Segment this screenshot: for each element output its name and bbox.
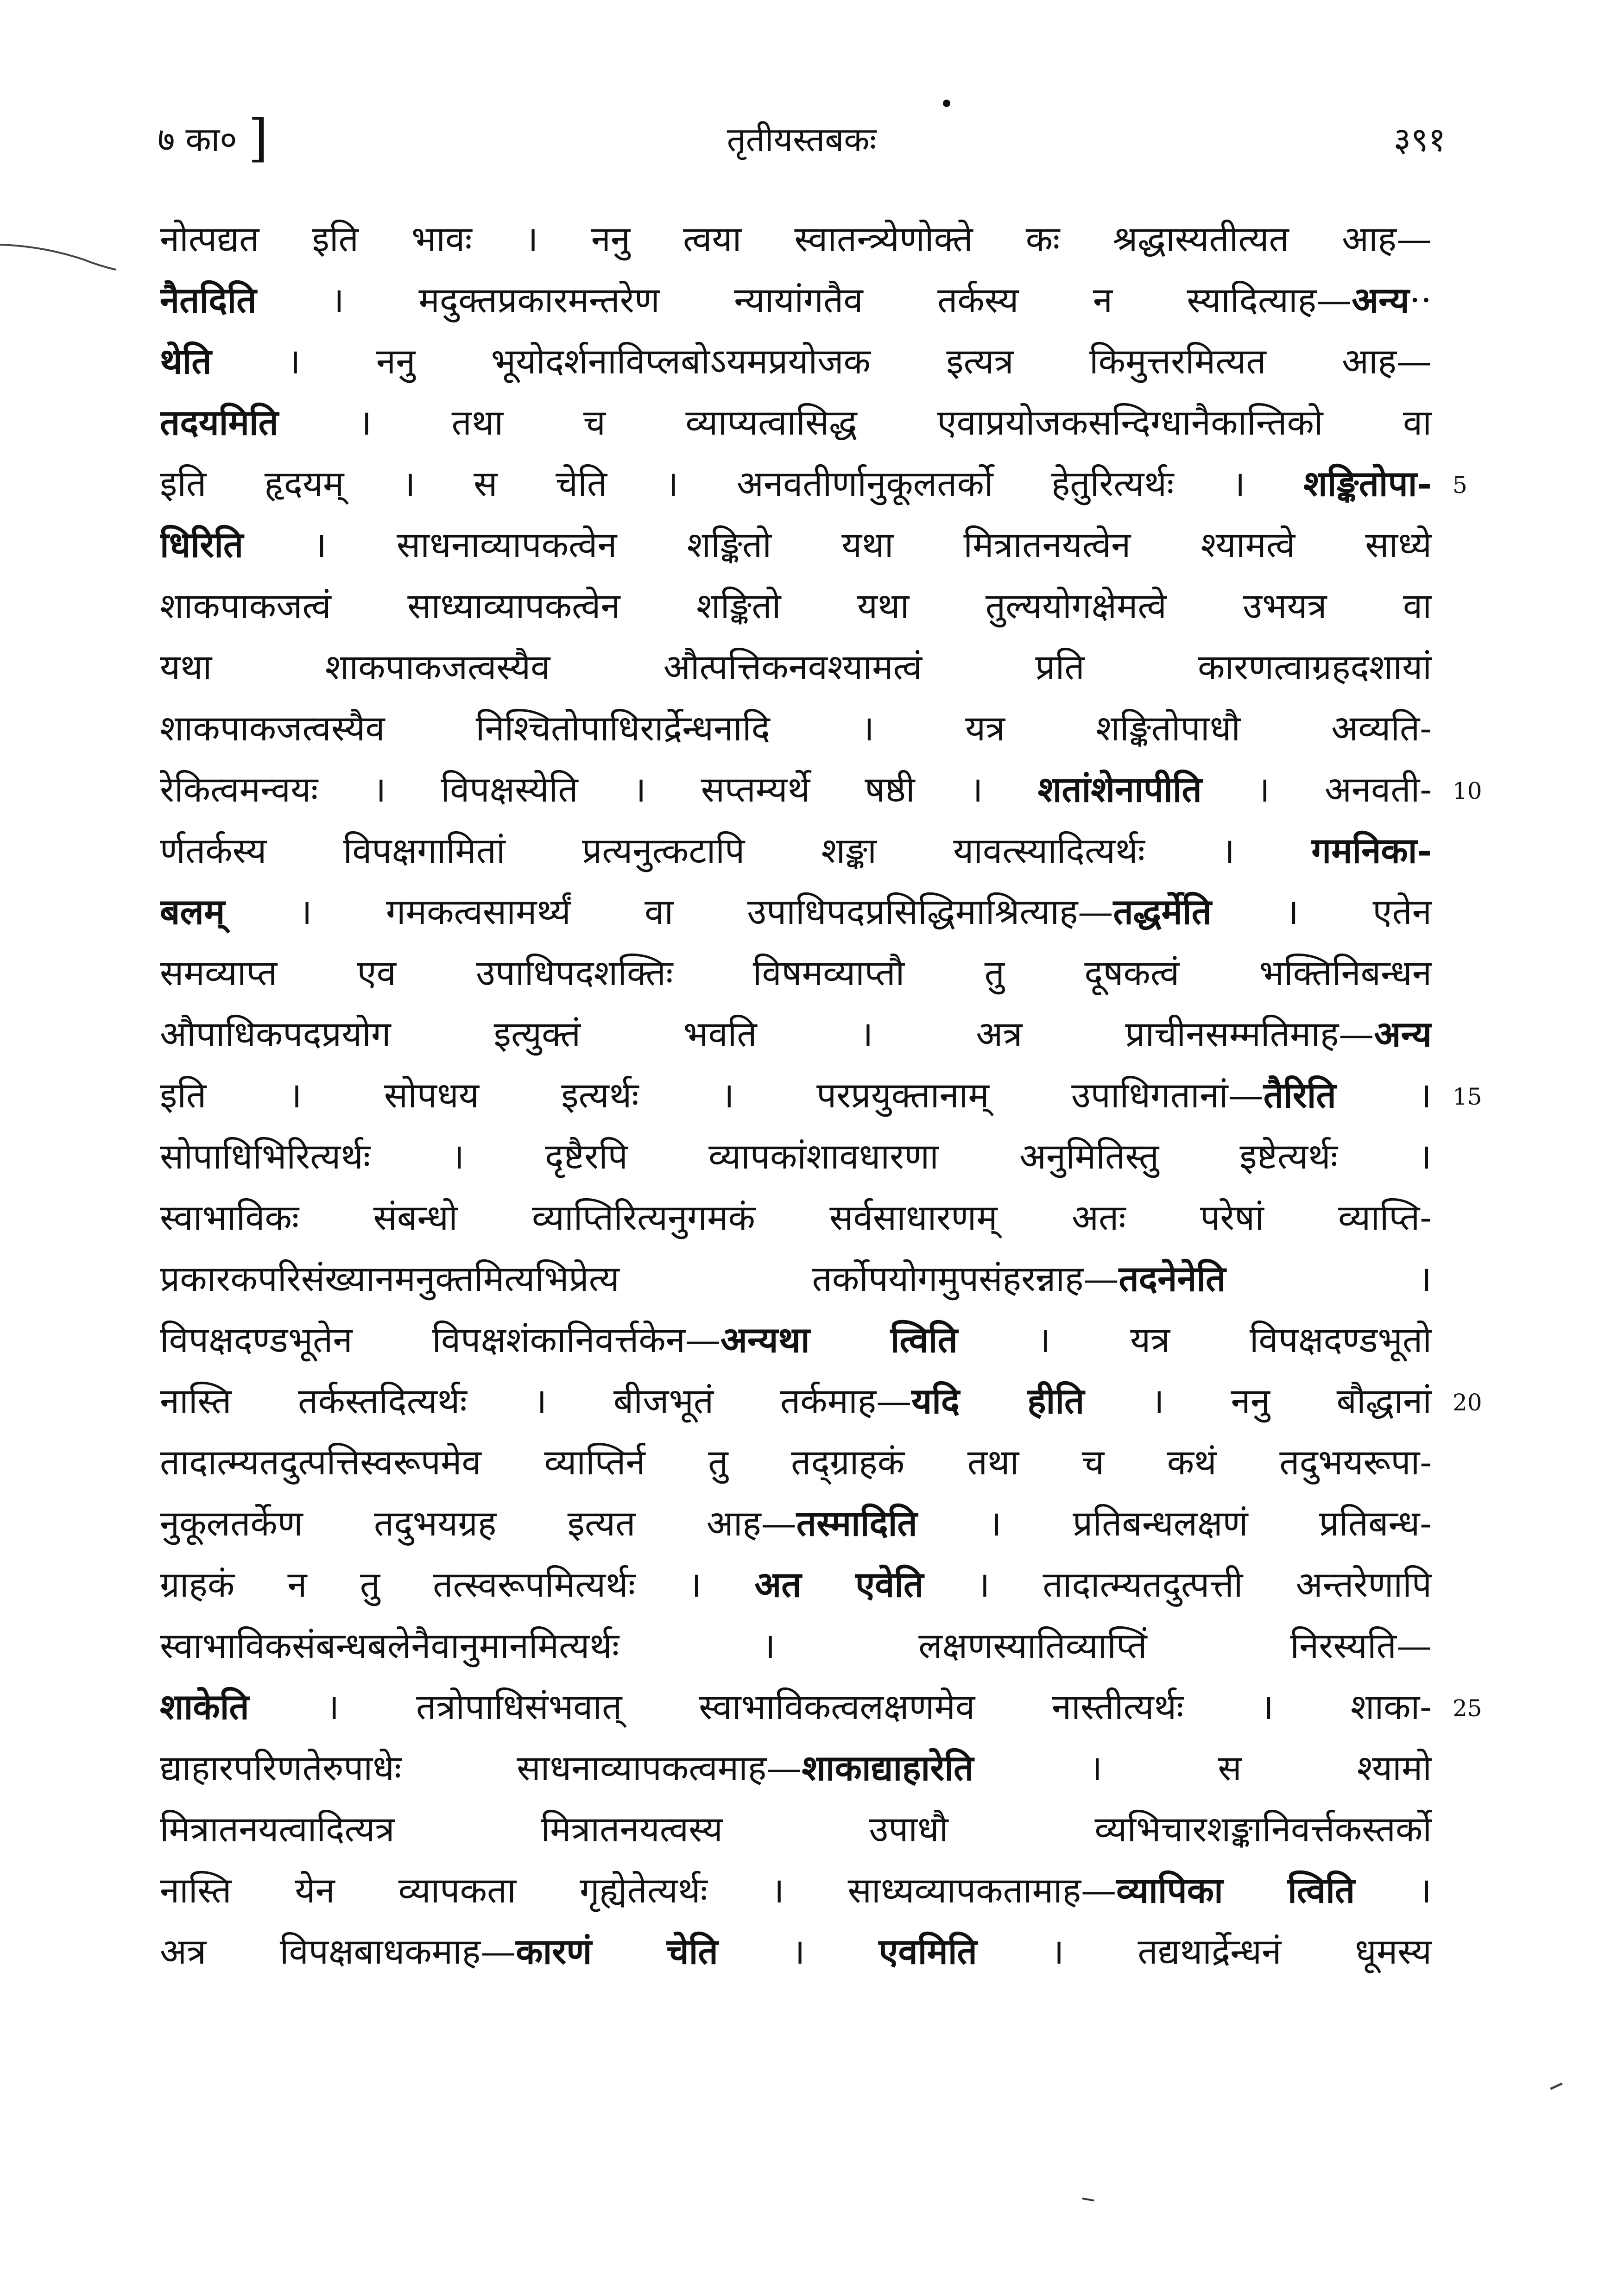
text-run: समव्याप्त एव उपाधिपदशक्तिः विषमव्याप्तौ तु दूषकत्वं भक्तिनिबन्धन — [160, 952, 1432, 993]
text-run: ग्राहकं न तु तत्स्वरूपमित्यर्थः । — [160, 1564, 755, 1605]
text-run: नोत्पद्यत इति भावः । ननु त्वया स्वातन्त्र्येणोक्ते कः श्रद्धास्यतीत्यत आह— — [160, 218, 1432, 259]
text-line — [160, 209, 1432, 270]
text-run: स्वाभाविकः संबन्धो व्याप्तिरित्यनुगमकं सर्वसाधारणम् अतः परेषां व्याप्ति- — [160, 1197, 1432, 1238]
text-line — [160, 1615, 1432, 1676]
text-run: । एतेन — [1211, 891, 1432, 932]
text-line — [160, 1126, 1432, 1187]
text-run: । — [718, 1931, 879, 1972]
bold-lemma: शाकेति — [160, 1686, 249, 1727]
margin-line-number: 20 — [1453, 1389, 1482, 1416]
text-run: प्रकारकपरिसंख्यानमनुक्तमित्यभिप्रेत्य तर्कोपयोगमुपसंहरन्नाह— — [160, 1258, 1119, 1299]
bold-lemma: गमनिका- — [1311, 830, 1432, 871]
text-run: अत्र विपक्षबाधकमाह— — [160, 1931, 516, 1972]
text-line — [160, 1921, 1432, 1982]
text-line — [160, 759, 1432, 820]
ink-mark — [1081, 2198, 1094, 2204]
running-header — [158, 108, 1446, 176]
text-line — [160, 881, 1432, 942]
text-run: । तथा च व्याप्यत्वासिद्ध एवाप्रयोजकसन्दिग्धानैकान्तिको वा — [278, 402, 1432, 443]
text-run: । — [1355, 1870, 1432, 1911]
text-run: रेकित्वमन्वयः । विपक्षस्येति । सप्तम्यर्थे षष्ठी । — [160, 769, 1038, 810]
text-run: । अनवती- — [1201, 769, 1432, 810]
bold-lemma: शाकाद्याहारेति — [802, 1747, 974, 1788]
bold-lemma: नैतदिति — [160, 279, 257, 321]
text-line — [160, 1676, 1432, 1738]
text-run: । गमकत्वसामर्थ्यं वा उपाधिपदप्रसिद्धिमाश्रित्याह— — [225, 891, 1113, 932]
text-run: । तादात्म्यतदुत्पत्ती अन्तरेणापि — [923, 1564, 1432, 1605]
text-run: यथा शाकपाकजत्वस्यैव औत्पत्तिकनवश्यामत्वं प्रति कारणत्वाग्रहदशायां — [160, 646, 1432, 688]
text-line — [160, 1738, 1432, 1799]
text-line — [160, 1248, 1432, 1309]
text-line — [160, 698, 1432, 759]
text-line — [160, 514, 1432, 575]
text-line — [160, 575, 1432, 637]
text-line — [160, 1187, 1432, 1248]
text-run: नुकूलतर्केण तदुभयग्रह इत्यत आह— — [160, 1503, 796, 1544]
text-line — [160, 1554, 1432, 1615]
text-line — [160, 1309, 1432, 1371]
text-line — [160, 270, 1432, 331]
text-line — [160, 331, 1432, 392]
bold-lemma: धिरिति — [160, 524, 244, 565]
margin-line-number: 25 — [1453, 1695, 1482, 1722]
text-run: इति हृदयम् । स चेति । अनवतीर्णानुकूलतर्को हेतुरित्यर्थः । — [160, 463, 1304, 504]
text-run: । साधनाव्यापकत्वेन शङ्कितो यथा मित्रातनयत्वेन श्यामत्वे साध्ये — [243, 524, 1432, 565]
bold-lemma: तदनेनेति — [1118, 1258, 1226, 1299]
text-run: । — [1336, 1074, 1432, 1116]
text-run: इति । सोपधय इत्यर्थः । परप्रयुक्तानाम् उपाधिगतानां— — [160, 1074, 1264, 1116]
text-run: द्याहारपरिणतेरुपाधेः साधनाव्यापकत्वमाह— — [160, 1747, 802, 1788]
text-line — [160, 637, 1432, 698]
margin-pencil-stroke — [0, 241, 120, 273]
text-run: शाकपाकजत्वस्यैव निश्चितोपाधिरार्द्रेन्धनादि । यत्र शङ्कितोपाधौ अव्यति- — [160, 708, 1432, 749]
text-line — [160, 1860, 1432, 1921]
text-run: । ननु भूयोदर्शनाविप्लबोऽयमप्रयोजक इत्यत्र किमुत्तरमित्यत आह— — [211, 341, 1432, 382]
text-line — [160, 1065, 1432, 1126]
commentary-text — [160, 209, 1432, 1982]
text-run: तादात्म्यतदुत्पत्तिस्वरूपमेव व्याप्तिर्न तु तद्ग्राहकं तथा च कथं तदुभयरूपा- — [160, 1441, 1432, 1483]
text-run: नास्ति येन व्यापकता गृह्येतेत्यर्थः । साध्यव्यापकतामाह— — [160, 1870, 1117, 1911]
bold-lemma: थेति — [160, 341, 212, 382]
text-run: शाकपाकजत्वं साध्याव्यापकत्वेन शङ्कितो यथा तुल्ययोगक्षेमत्वे उभयत्र वा — [160, 585, 1432, 626]
closing-bracket: ] — [248, 108, 268, 168]
text-run: । तद्यथार्द्रेन्धनं धूमस्य — [977, 1931, 1432, 1972]
bold-lemma: यदि हीति — [911, 1380, 1085, 1422]
text-line — [160, 1432, 1432, 1493]
chapter-title: तृतीयस्तबकः — [727, 120, 877, 159]
bold-lemma: एवमिति — [878, 1931, 977, 1972]
bold-lemma: तद्धर्मेति — [1113, 891, 1212, 932]
bold-lemma: व्यापिका त्विति — [1116, 1870, 1355, 1911]
bold-lemma: अन्य — [1352, 279, 1409, 321]
margin-line-number: 5 — [1453, 472, 1467, 499]
text-run: विपक्षदण्डभूतेन विपक्षशंकानिवर्त्तकेन— — [160, 1319, 720, 1360]
margin-line-number: 15 — [1453, 1083, 1482, 1110]
text-run: ·· — [1409, 279, 1432, 321]
text-run: स्वाभाविकसंबन्धबलेनैवानुमानमित्यर्थः । लक्षणस्यातिव्याप्तिं निरस्यति— — [160, 1625, 1432, 1666]
page-number: ३९१ — [1393, 120, 1446, 159]
text-line — [160, 942, 1432, 1004]
text-run: । स श्यामो — [973, 1747, 1432, 1788]
text-line — [160, 1493, 1432, 1554]
text-run: । प्रतिबन्धलक्षणं प्रतिबन्ध- — [917, 1503, 1432, 1544]
text-line — [160, 392, 1432, 453]
bold-lemma: बलम् — [160, 891, 225, 932]
text-run: । मदुक्तप्रकारमन्तरेण न्यायांगतैव तर्कस्य न स्यादित्याह— — [256, 279, 1352, 321]
text-run: औपाधिकपदप्रयोग इत्युक्तं भवति । अत्र प्राचीनसम्मतिमाह— — [160, 1013, 1374, 1055]
bold-lemma: तैरिति — [1263, 1074, 1336, 1116]
bold-lemma: अत एवेति — [754, 1564, 924, 1605]
text-run: र्णतर्कस्य विपक्षगामितां प्रत्यनुत्कटापि शङ्का यावत्स्यादित्यर्थः । — [160, 830, 1312, 871]
section-reference: ७ का० ] — [158, 108, 268, 168]
text-run: नास्ति तर्कस्तदित्यर्थः । बीजभूतं तर्कमाह— — [160, 1380, 912, 1422]
text-line — [160, 820, 1432, 881]
text-line — [160, 1371, 1432, 1432]
ink-mark — [1550, 2082, 1562, 2090]
margin-line-number: 10 — [1453, 777, 1482, 804]
bold-lemma: कारणं चेति — [516, 1931, 718, 1972]
bold-lemma: तस्मादिति — [796, 1503, 917, 1544]
bold-lemma: शङ्कितोपा- — [1303, 463, 1432, 504]
bold-lemma: अन्यथा त्विति — [720, 1319, 958, 1360]
text-run: । — [1226, 1258, 1432, 1299]
text-run: सोपाधिभिरित्यर्थः । दृष्टैरपि व्यापकांशावधारणा अनुमितिस्तु इष्टेत्यर्थः । — [160, 1136, 1432, 1177]
text-run: । यत्र विपक्षदण्डभूतो — [957, 1319, 1432, 1360]
text-line — [160, 1799, 1432, 1860]
bold-lemma: तदयमिति — [160, 402, 278, 443]
text-run: मित्रातनयत्वादित्यत्र मित्रातनयत्वस्य उपाधौ व्यभिचारशङ्कानिवर्त्तकस्तर्को — [160, 1808, 1432, 1850]
text-run: । तत्रोपाधिसंभवात् स्वाभाविकत्वलक्षणमेव नास्तीत्यर्थः । शाका- — [249, 1686, 1432, 1727]
bold-lemma: शतांशेनापीति — [1037, 769, 1202, 810]
text-run: । ननु बौद्धानां — [1084, 1380, 1432, 1422]
text-line — [160, 1004, 1432, 1065]
ink-dot — [943, 100, 950, 107]
bold-lemma: अन्य — [1374, 1013, 1432, 1055]
text-line — [160, 453, 1432, 514]
